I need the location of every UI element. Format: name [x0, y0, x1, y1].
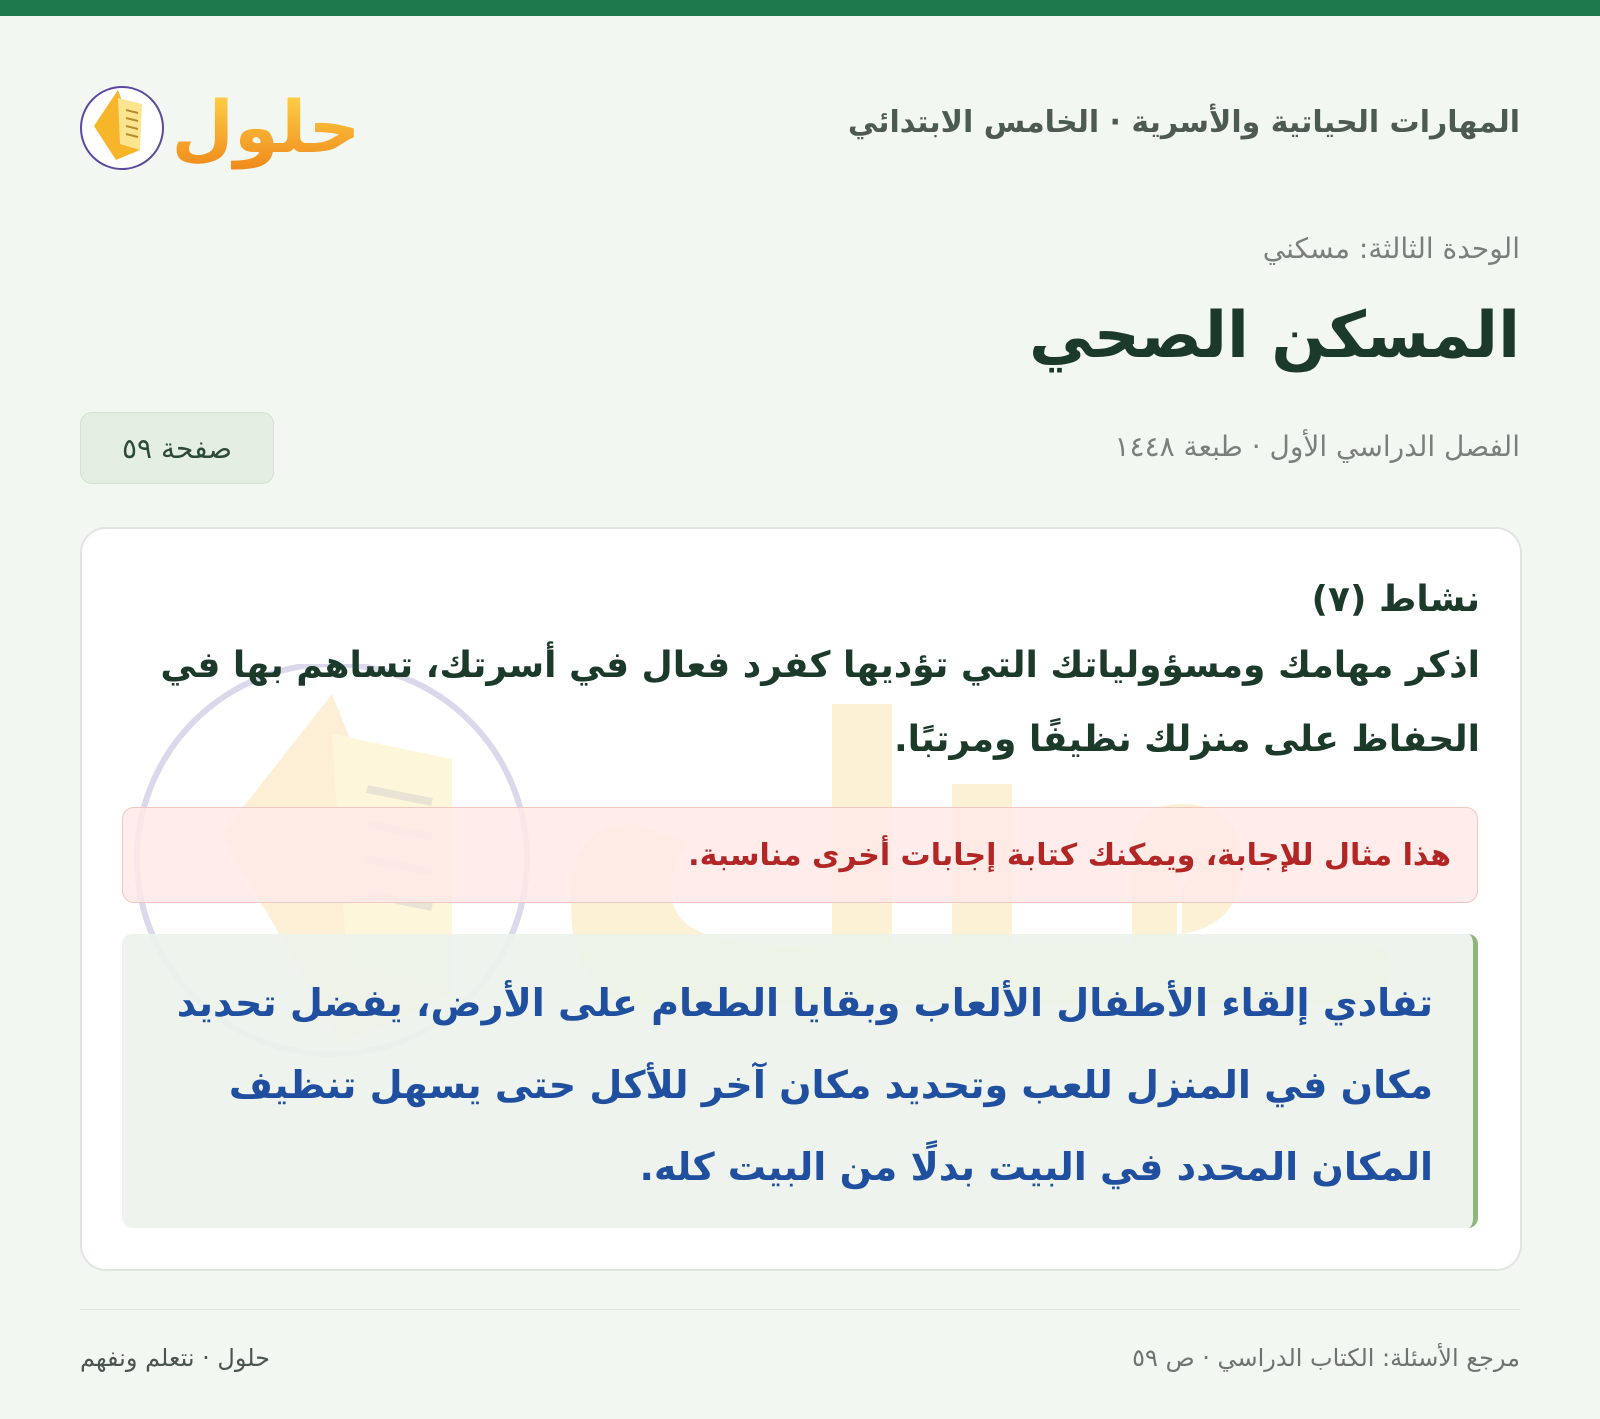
- logo-text: حلول: [171, 85, 360, 169]
- page-number-badge: صفحة ٥٩: [80, 412, 274, 484]
- activity-question: اذكر مهامك ومسؤولياتك التي تؤديها كفرد فعال في أسرتك، تساهم بها في الحفاظ على منزلك نظيفًا ومرتبًا.: [160, 645, 1480, 760]
- footer-divider: [80, 1309, 1520, 1310]
- footer-brand: حلول · نتعلم ونفهم: [80, 1344, 270, 1372]
- hulul-logo[interactable]: [80, 68, 360, 178]
- activity-title: نشاط (٧): [1311, 579, 1480, 620]
- answer-box: [122, 934, 1478, 1228]
- subject-grade-label: المهارات الحياتية والأسرية · الخامس الابتدائي: [847, 105, 1520, 140]
- answer-text: تفادي إلقاء الأطفال الألعاب وبقايا الطعام على الأرض، يفضل تحديد مكان في المنزل للعب وتحديد مكان آخر للأكل حتى يسهل تنظيف المكان المحدد في البيت بدلًا من البيت كله.: [176, 981, 1433, 1189]
- top-accent-bar: [0, 0, 1600, 16]
- footer-reference: مرجع الأسئلة: الكتاب الدراسي · ص ٥٩: [1132, 1344, 1520, 1372]
- note-text: هذا مثال للإجابة، ويمكنك كتابة إجابات أخرى مناسبة.: [688, 837, 1451, 873]
- activity-card: [80, 527, 1522, 1271]
- example-answer-note: [122, 807, 1478, 903]
- unit-label: الوحدة الثالثة: مسكني: [1262, 232, 1520, 265]
- page-title: المسكن الصحي: [1029, 299, 1520, 373]
- semester-edition-label: الفصل الدراسي الأول · طبعة ١٤٤٨: [1114, 430, 1520, 463]
